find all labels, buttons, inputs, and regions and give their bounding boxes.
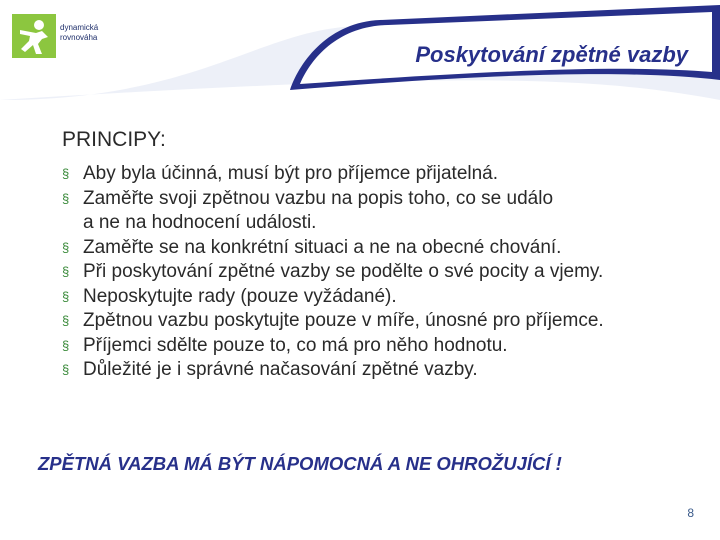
list-item-text: Zpětnou vazbu poskytujte pouze v míře, únosné pro příjemce. xyxy=(83,310,604,331)
list-item-text-continued: a ne na hodnocení události. xyxy=(83,212,317,233)
list-item-text: Zaměřte svoji zpětnou vazbu na popis toho, co se událo xyxy=(83,187,554,209)
square-bullet-icon: § xyxy=(62,313,70,328)
list-item-text: Neposkytujte rady (pouze vyžádané). xyxy=(83,285,397,307)
page-title: Poskytování zpětné vazby xyxy=(415,42,688,67)
logo-line-2: rovnováha xyxy=(60,33,98,42)
list-item xyxy=(62,187,702,236)
principles-heading: PRINCIPY: xyxy=(62,128,166,151)
square-bullet-icon: § xyxy=(62,239,70,255)
logo-line-1: dynamická xyxy=(60,23,99,32)
square-bullet-icon: § xyxy=(62,362,70,377)
square-bullet-icon: § xyxy=(62,264,70,279)
principles-list xyxy=(62,162,702,383)
list-item-text: Při poskytování zpětné vazby se podělte o své pocity a vjemy. xyxy=(83,261,604,282)
slogan: ZPĚTNÁ VAZBA MÁ BÝT NÁPOMOCNÁ A NE OHROŽUJÍCÍ ! xyxy=(38,453,562,474)
list-item-text: Důležité je i správné načasování zpětné vazby. xyxy=(83,359,478,380)
page-number: 8 xyxy=(687,506,694,520)
square-bullet-icon: § xyxy=(62,288,70,304)
square-bullet-icon: § xyxy=(62,337,70,353)
list-item xyxy=(62,260,702,285)
list-item-text: Příjemci sdělte pouze to, co má pro něho hodnotu. xyxy=(83,334,508,356)
list-item xyxy=(62,358,702,383)
list-item-text: Zaměřte se na konkrétní situaci a ne na obecné chování. xyxy=(83,236,562,258)
list-item xyxy=(62,309,702,334)
list-item xyxy=(62,236,702,261)
square-bullet-icon: § xyxy=(62,166,70,181)
logo-icon xyxy=(12,14,56,58)
list-item xyxy=(62,285,702,310)
logo-wordmark xyxy=(60,23,98,43)
list-item xyxy=(62,334,702,359)
square-bullet-icon: § xyxy=(62,190,70,206)
list-item xyxy=(62,162,702,187)
list-item-text: Aby byla účinná, musí být pro příjemce přijatelná. xyxy=(83,163,499,184)
